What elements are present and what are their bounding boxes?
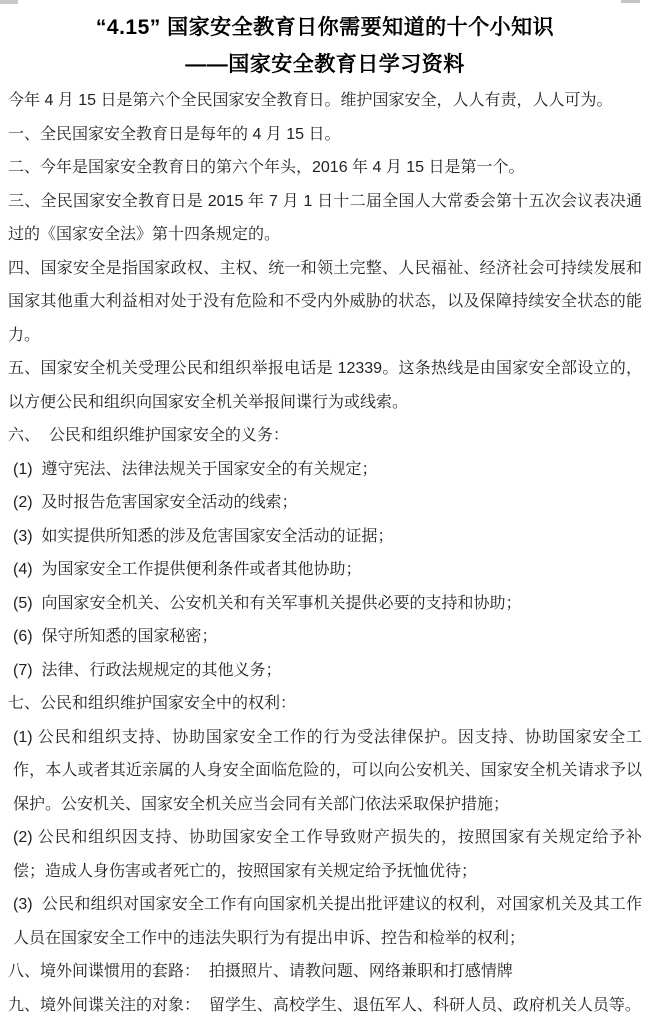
list-item-duty-2: (2) 及时报告危害国家安全活动的线索； [8,486,642,520]
list-item-duty-5: (5) 向国家安全机关、公安机关和有关军事机关提供必要的支持和协助； [8,587,642,621]
list-item-duty-6: (6) 保守所知悉的国家秘密； [8,620,642,654]
list-item-duty-4: (4) 为国家安全工作提供便利条件或者其他协助； [8,553,642,587]
list-item-duty-1: (1) 遵守宪法、法律法规关于国家安全的有关规定； [8,453,642,487]
paragraph-point-4: 四、国家安全是指国家政权、主权、统一和领土完整、人民福祉、经济社会可持续发展和国家其他重大利益相对处于没有危险和不受内外威胁的状态，以及保障持续安全状态的能力。 [8,252,642,353]
paragraph-point-8: 八、境外间谍惯用的套路： 拍摄照片、请教问题、网络兼职和打感情牌 [8,955,642,989]
scan-artifact-top-left [0,0,18,4]
paragraph-point-1: 一、全民国家安全教育日是每年的 4 月 15 日。 [8,118,642,152]
paragraph-intro: 今年 4 月 15 日是第六个全民国家安全教育日。维护国家安全，人人有责，人人可为。 [8,84,642,118]
list-item-right-3: (3) 公民和组织对国家安全工作有向国家机关提出批评建议的权利，对国家机关及其工作人员在国家安全工作中的违法失职行为有提出申诉、控告和检举的权利； [8,888,642,955]
document-title: “4.15” 国家安全教育日你需要知道的十个小知识 [8,10,642,46]
paragraph-point-3: 三、全民国家安全教育日是 2015 年 7 月 1 日十二届全国人大常委会第十五次会议表决通过的《国家安全法》第十四条规定的。 [8,185,642,252]
document-subtitle: ——国家安全教育日学习资料 [8,46,642,84]
scan-artifact-top-right [621,0,640,3]
paragraph-point-2: 二、今年是国家安全教育日的第六个年头，2016 年 4 月 15 日是第一个。 [8,151,642,185]
list-item-right-1: (1) 公民和组织支持、协助国家安全工作的行为受法律保护。因支持、协助国家安全工作，本人或者其近亲属的人身安全面临危险的，可以向公安机关、国家安全机关请求予以保护。公安机关、国家安全机关应当会同有关部门依法采取保护措施； [8,721,642,822]
paragraph-point-7: 七、公民和组织维护国家安全中的权利： [8,687,642,721]
paragraph-point-5: 五、国家安全机关受理公民和组织举报电话是 12339。这条热线是由国家安全部设立的，以方便公民和组织向国家安全机关举报间谍行为或线索。 [8,352,642,419]
paragraph-point-6: 六、 公民和组织维护国家安全的义务： [8,419,642,453]
paragraph-point-9: 九、境外间谍关注的对象： 留学生、高校学生、退伍军人、科研人员、政府机关人员等。 [8,989,642,1022]
list-item-duty-7: (7) 法律、行政法规规定的其他义务； [8,654,642,688]
list-item-right-2: (2) 公民和组织因支持、协助国家安全工作导致财产损失的，按照国家有关规定给予补偿；造成人身伤害或者死亡的，按照国家有关规定给予抚恤优待； [8,821,642,888]
list-item-duty-3: (3) 如实提供所知悉的涉及危害国家安全活动的证据； [8,520,642,554]
